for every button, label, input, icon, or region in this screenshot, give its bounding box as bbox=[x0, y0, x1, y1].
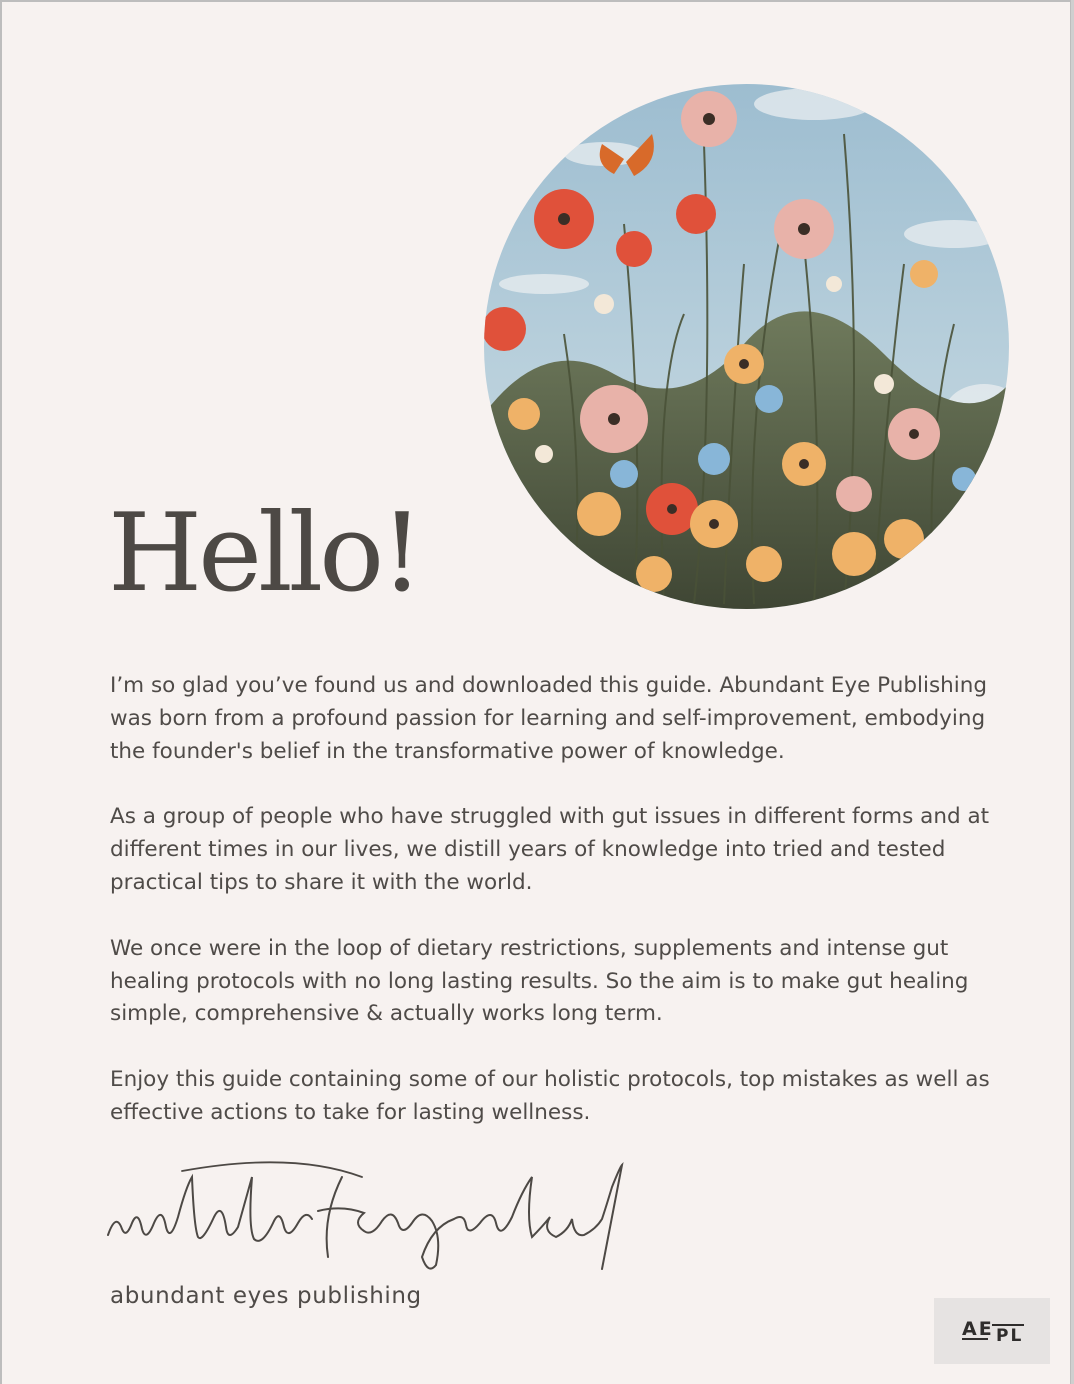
paragraph: We once were in the loop of dietary restrictions, supplements and intense gut healing protocols with no long lasting results. So the aim is to make gut healing simple, comprehensive & actually works long term. bbox=[110, 935, 969, 1027]
paragraph: I’m so glad you’ve found us and downloaded this guide. Abundant Eye Publishing was born from a profound passion for learning and self-improvement, embodying the founder's belief in the transformative power of knowledge. bbox=[110, 673, 988, 764]
logo-bottom-letters: PL bbox=[996, 1326, 1024, 1346]
signature-caption: abundant eyes publishing bbox=[110, 1283, 422, 1309]
signature-drawing bbox=[102, 1157, 662, 1282]
page-heading: Hello! bbox=[108, 491, 420, 616]
document-page bbox=[2, 2, 1070, 1384]
logo-top-letters: AE bbox=[962, 1318, 994, 1340]
publisher-logo bbox=[934, 1298, 1050, 1364]
wildflower-photo bbox=[484, 84, 1009, 609]
paragraph: As a group of people who have struggled with gut issues in different forms and at different times in our lives, we distill years of knowledge into tried and tested practical tips to share it with the world. bbox=[110, 804, 990, 895]
logo-mark-icon bbox=[934, 1298, 1050, 1364]
handwritten-signature bbox=[102, 1157, 662, 1282]
wildflower-illustration bbox=[484, 84, 1009, 609]
intro-text bbox=[110, 670, 990, 1163]
paragraph: Enjoy this guide containing some of our holistic protocols, top mistakes as well as effective actions to take for lasting wellness. bbox=[110, 1067, 990, 1125]
